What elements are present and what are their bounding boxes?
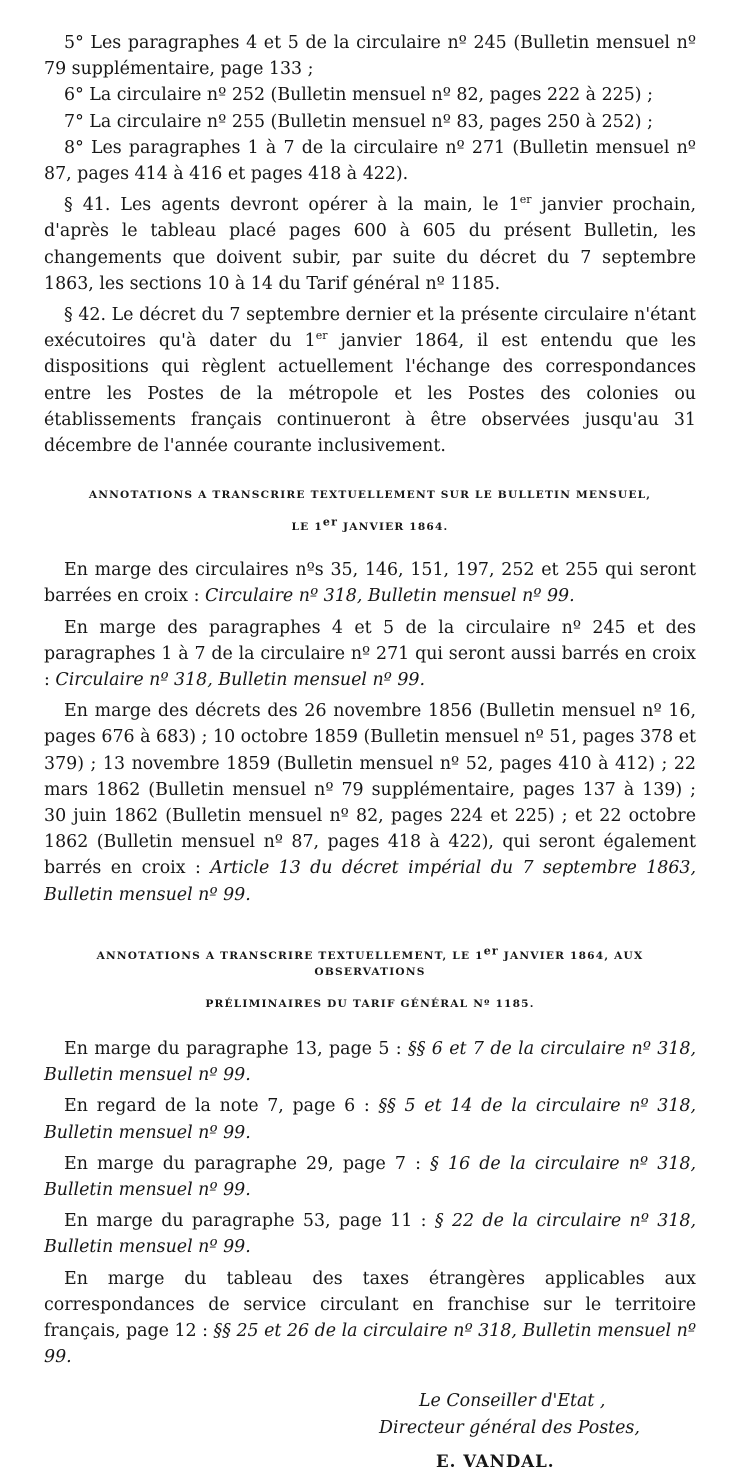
annotations-bulletin-list	[44, 557, 696, 908]
annotation-item: En marge du paragraphe 29, page 7 : § 16 de la circulaire nº 318, Bulletin mensuel nº 99.	[44, 1153, 696, 1200]
list-item-7: 7° La circulaire nº 255 (Bulletin mensuel nº 83, pages 250 à 252) ;	[64, 111, 653, 132]
annotations-tarif-list	[44, 1036, 696, 1370]
section-41: § 41. Les agents devront opérer à la main, le 1er janvier prochain, d'après le tableau placé pages 600 à 605 du présent Bulletin, les changements que doivent subir, par suite du décret du 7 septembre 1863, les sections 10 à 14 du Tarif général nº 1185.	[44, 193, 697, 294]
annotation-item: En marge du paragraphe 53, page 11 : § 22 de la circulaire nº 318, Bulletin mensuel nº 99.	[44, 1211, 696, 1258]
heading-line: ANNOTATIONS A TRANSCRIRE TEXTUELLEMENT, LE 1er JANVIER 1864, AUX OBSERVATIONS	[96, 944, 644, 978]
heading-line: PRÉLIMINAIRES DU TARIF GÉNÉRAL Nº 1185.	[205, 997, 535, 1010]
signature-title: Le Conseiller d'Etat ,	[419, 1391, 606, 1412]
document-page	[44, 30, 696, 1475]
signature-block	[44, 1388, 696, 1475]
annotation-item: En marge du paragraphe 13, page 5 : §§ 6 et 7 de la circulaire nº 318, Bulletin mensuel nº 99.	[44, 1038, 696, 1086]
list-item-5: 5° Les paragraphes 4 et 5 de la circulaire nº 245 (Bulletin mensuel nº 79 supplémentaire, page 133 ;	[44, 33, 696, 80]
list-item-8: 8° Les paragraphes 1 à 7 de la circulaire nº 271 (Bulletin mensuel nº 87, pages 414 à 416 et pages 418 à 422).	[44, 137, 696, 185]
annotation-item: En marge des circulaires nºs 35, 146, 151, 197, 252 et 255 qui seront barrées en croix : Circulaire nº 318, Bulletin mensuel nº 99.	[44, 560, 696, 607]
heading-line: ANNOTATIONS A TRANSCRIRE TEXTUELLEMENT SUR LE BULLETIN MENSUEL,	[88, 489, 652, 502]
annotation-item: En marge des décrets des 26 novembre 1856 (Bulletin mensuel nº 16, pages 676 à 683) ; 10 octobre 1859 (Bulletin mensuel nº 51, pages 378 et 379) ; 13 novembre 1859 (Bulletin mensuel nº 52, pages 410 à 412) ; 22 mars 1862 (Bulletin mensuel nº 79 supplémentaire, pages 137 à 139) ; 30 juin 1862 (Bulletin mensuel nº 82, pages 224 et 225) ; et 22 octobre 1862 (Bulletin mensuel nº 87, pages 418 à 422), qui seront également barrés en croix : Article 13 du décret impérial du 7 septembre 1863, Bulletin mensuel nº 99.	[44, 701, 697, 905]
list-item-6: 6° La circulaire nº 252 (Bulletin mensuel nº 82, pages 222 à 225) ;	[64, 85, 653, 106]
annotation-item: En marge des paragraphes 4 et 5 de la circulaire nº 245 et des paragraphes 1 à 7 de la circulaire nº 271 qui seront aussi barrés en croix : Circulaire nº 318, Bulletin mensuel nº 99.	[44, 617, 696, 691]
section-42: § 42. Le décret du 7 septembre dernier et la présente circulaire n'étant exécutoires qu'à dater du 1er janvier 1864, il est entendu que les dispositions qui règlent actuellement l'échange des correspondances entre les Postes de la métropole et les Postes des colonies ou établissements français continueront à être observées jusqu'au 31 décembre de l'année courante inclusivement.	[44, 305, 696, 457]
heading-annotations-bulletin	[44, 487, 696, 535]
heading-line: LE 1er JANVIER 1864.	[291, 515, 449, 534]
signature-name: E. VANDAL.	[436, 1451, 555, 1472]
signature-role: Directeur général des Postes,	[379, 1418, 640, 1439]
annotation-item: En regard de la note 7, page 6 : §§ 5 et 14 de la circulaire nº 318, Bulletin mensuel nº 99.	[44, 1096, 696, 1143]
heading-annotations-tarif	[44, 944, 696, 1012]
annotation-item: En marge du tableau des taxes étrangères applicables aux correspondances de service circulant en franchise sur le territoire français, page 12 : §§ 25 et 26 de la circulaire nº 318, Bulletin mensuel nº 99.	[44, 1268, 697, 1368]
